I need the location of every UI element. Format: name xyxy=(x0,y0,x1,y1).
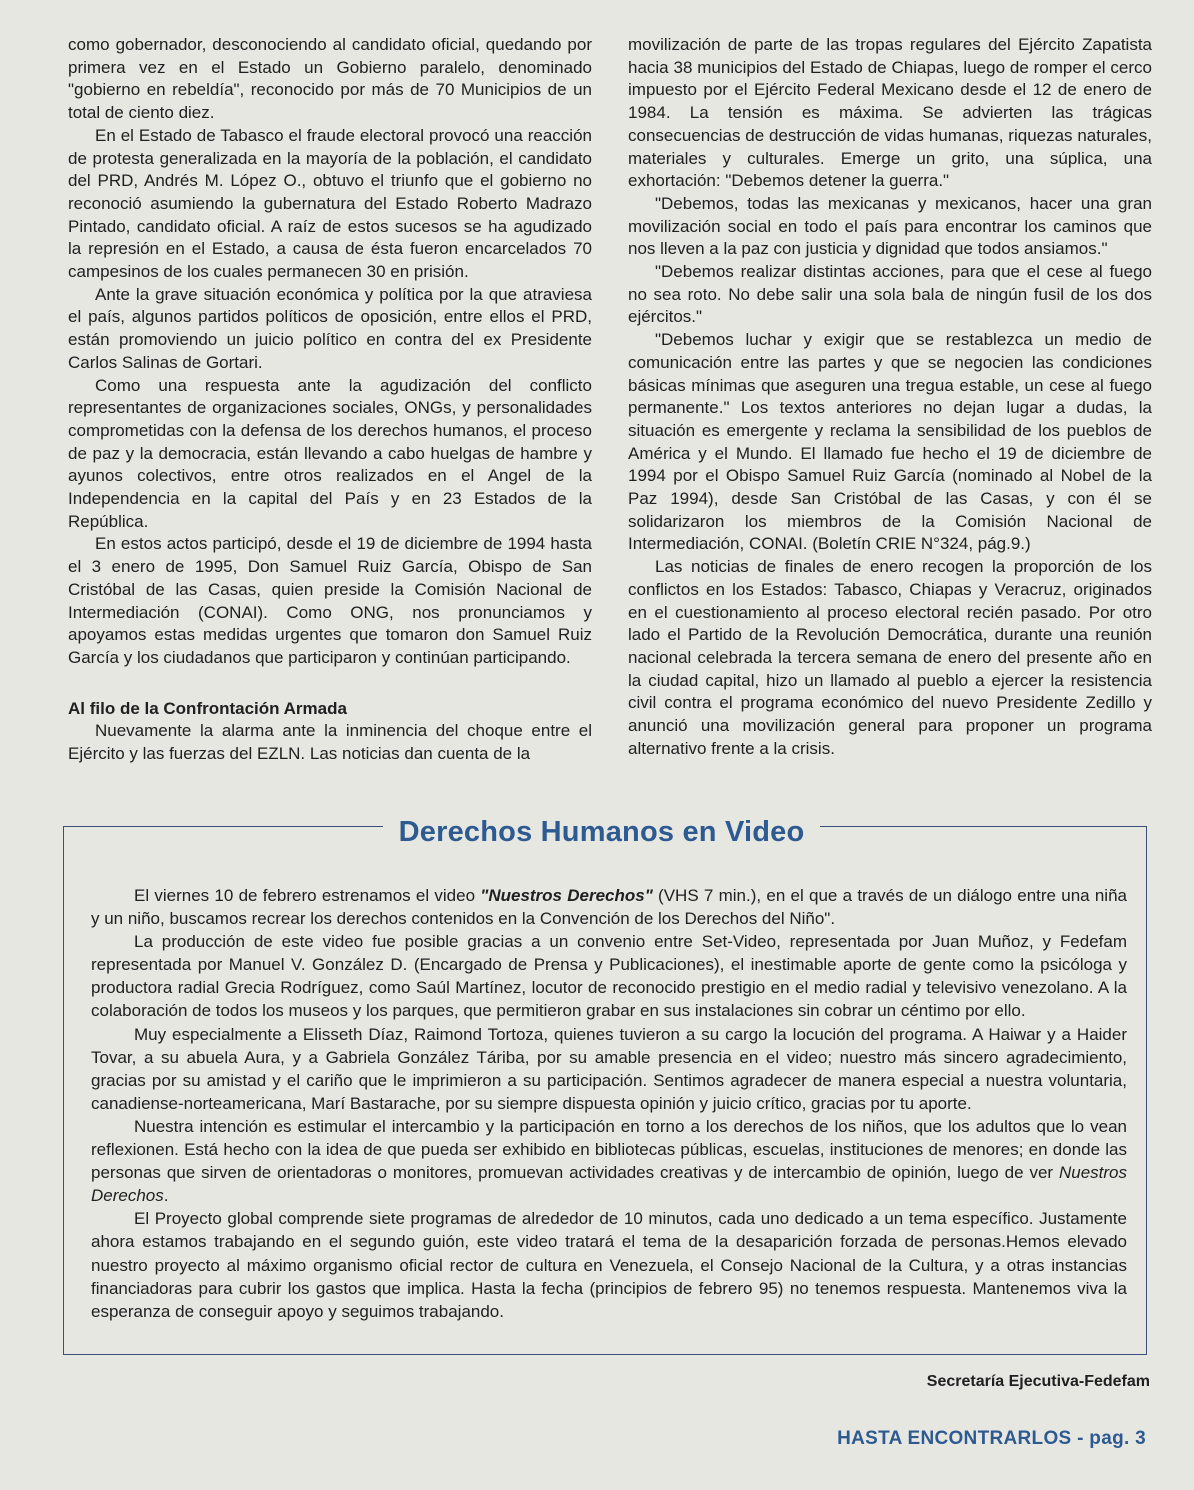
right-paragraph-4: "Debemos luchar y exigir que se restablezca un medio de comunicación entre las partes y que se negocien las condiciones básicas mínimas que aseguren una tregua estable, un cese al fuego permanente." Los textos anteriores no dejan lugar a dudas, la situación es emergente y reclama la sensibilidad de los pueblos de América y el Mundo. El llamado fue hecho el 19 de diciembre de 1994 por el Obispo Samuel Ruiz García (nominado al Nobel de la Paz 1994), desde San Cristóbal de las Casas, y con él se solidarizaron los miembros de la Comisión Nacional de Intermediación, CONAI. (Boletín CRIE N°324, pág.9.) xyxy=(628,330,1152,554)
box-p4-text-a: Nuestra intención es estimular el intercambio y la participación en torno a los derechos de los niños, que los adultos que lo vean reflexionen. Está hecho con la idea de que pueda ser exhibido en bibliotecas públicas, escuelas, instituciones de menores; en donde las personas que sirven de orientadoras o monitores, promuevan actividades creativas y de intercambio de opinión, luego de ver xyxy=(91,1116,1127,1183)
box-p1-text-b: (VHS 7 min.), en el que a través de un diálogo entre una niña y un niño, buscamos recrear los derechos contenidos en la Convención de los Derechos del Niño". xyxy=(91,886,1127,929)
page-footer: HASTA ENCONTRARLOS - pag. 3 xyxy=(837,1428,1146,1449)
box-paragraph-5: El Proyecto global comprende siete programas de alrededor de 10 minutos, cada uno dedicado a un tema específico. Justamente ahora estamos trabajando en el segundo guión, este video tratará el tema de la desaparición forzada de personas.Hemos elevado nuestro proyecto al máximo organismo oficial rector de cultura en Venezuela, el Consejo Nacional de la Cultura, y a otras instancias financiadoras para cubrir los gastos que implica. Hasta la fecha (principios de febrero 95) no tenemos respuesta. Mantenemos viva la esperanza de conseguir apoyo y seguimos trabajando. xyxy=(91,1209,1127,1321)
right-paragraph-3: "Debemos realizar distintas acciones, para que el cese al fuego no sea roto. No debe salir una sola bala de ningún fusil de los dos ejércitos." xyxy=(628,262,1152,327)
box-paragraph-1 xyxy=(91,884,1127,930)
left-paragraph-3: Ante la grave situación económica y política por la que atraviesa el país, algunos partidos políticos de oposición, entre ellos el PRD, están promoviendo un juicio político en contra del ex Presidente Carlos Salinas de Gortari. xyxy=(68,284,592,372)
box-body xyxy=(91,884,1127,1323)
right-paragraph-1: movilización de parte de las tropas regulares del Ejército Zapatista hacia 38 municipios del Estado de Chiapas, luego de romper el cerco impuesto por el Ejército Federal Mexicano desde el 12 de enero de 1984. La tensión es máxima. Se advierten las trágicas consecuencias de destrucción de vidas humanas, riquezas naturales, materiales y culturales. Emerge un grito, una súplica, una exhortación: "Debemos detener la guerra." xyxy=(628,35,1152,191)
signature: Secretaría Ejecutiva-Fedefam xyxy=(926,1373,1150,1390)
video-title-inline: Nuestros Derechos xyxy=(91,1163,1127,1206)
left-paragraph-6: Nuevamente la alarma ante la inminencia del choque entre el Ejército y las fuerzas del EZLN. Las noticias dan cuenta de la xyxy=(68,721,592,764)
right-paragraph-2: "Debemos, todas las mexicanas y mexicanos, hacer una gran movilización social en todo el país para encontrar los caminos que nos lleven a la paz con justicia y dignidad que todos ansiamos." xyxy=(628,193,1152,259)
box-p1-text-a: El viernes 10 de febrero estrenamos el video xyxy=(134,886,481,905)
right-column xyxy=(628,34,1152,761)
box-paragraph-2: La producción de este video fue posible gracias a un convenio entre Set-Video, representada por Juan Muñoz, y Fedefam representada por Manuel V. González D. (Encargado de Prensa y Publicaciones), el inestimable aporte de gente como la psicóloga y productora radial Grecia Rodríguez, como Saúl Martínez, locutor de reconocido prestigio en el medio radial y televisivo venezolano. A la colaboración de todos los museos y los parques, que permitieron grabar en sus instalaciones sin cobrar un céntimo por ello. xyxy=(91,932,1127,1021)
left-paragraph-1: como gobernador, desconociendo al candidato oficial, quedando por primera vez en el Estado un Gobierno paralelo, denominado "gobierno en rebeldía", reconocido por más de 70 Municipios de un total de ciento diez. xyxy=(68,35,592,123)
box-paragraph-3: Muy especialmente a Elisseth Díaz, Raimond Tortoza, quienes tuvieron a su cargo la locución del programa. A Haiwar y a Haider Tovar, a su abuela Aura, y a Gabriela González Táriba, por su amable presencia en el video; nuestro más sincero agradecimiento, gracias por su amistad y el cariño que le imprimieron a su participación. Sentimos agradecer de manera especial a nuestra voluntaria, canadiense-norteamericana, Marí Bastarache, por su siempre dispuesta opinión y juicio crítico, gracias por tu aporte. xyxy=(91,1024,1127,1113)
box-top-rule-left xyxy=(63,826,383,827)
left-paragraph-5: En estos actos participó, desde el 19 de diciembre de 1994 hasta el 3 enero de 1995, Don Samuel Ruiz García, Obispo de San Cristóbal de las Casas, quien preside la Comisión Nacional de Intermediación (CONAI). Como ONG, nos pronunciamos y apoyamos estas medidas urgentes que tomaron don Samuel Ruiz García y los ciudadanos que participaron y continúan participando. xyxy=(68,534,592,667)
box-title: Derechos Humanos en Video xyxy=(398,816,805,848)
box-paragraph-4 xyxy=(91,1115,1127,1207)
left-paragraph-2: En el Estado de Tabasco el fraude electoral provocó una reacción de protesta generalizada en la mayoría de la población, el candidato del PRD, Andrés M. López O., obtuvo el triunfo que el gobierno no reconoció asumiendo la gubernatura del Estado Roberto Madrazo Pintado, candidato oficial. A raíz de estos sucesos se ha agudizado la represión en el Estado, a causa de ésta fueron encarcelados 70 campesinos de los cuales permanecen 30 en prisión. xyxy=(68,125,592,282)
video-title: "Nuestros Derechos" xyxy=(480,886,653,905)
box-p4-text-b: . xyxy=(163,1186,169,1206)
right-paragraph-5: Las noticias de finales de enero recogen la proporción de los conflictos en los Estados: Tabasco, Chiapas y Veracruz, originados en el cuestionamiento al proceso electoral recién pasado. Por otro lado el Partido de la Revolución Democrática, durante una reunión nacional celebrada la tercera semana de enero del presente año en la ciudad capital, hizo un llamado al pueblo a ejercer la resistencia civil contra el programa económico del nuevo Presidente Zedillo y anunció una movilización general para proponer un programa alternativo frente a la crisis. xyxy=(628,557,1152,758)
left-column xyxy=(68,34,592,766)
left-paragraph-4: Como una respuesta ante la agudización del conflicto representantes de organizaciones sociales, ONGs, y personalidades comprometidas con la defensa de los derechos humanos, el proceso de paz y la democracia, están llevando a cabo huelgas de hambre y ayunos colectivos, entre otros realizados en el Angel de la Independencia en la capital del País y en 23 Estados de la República. xyxy=(68,375,592,531)
box-top-rule-right xyxy=(820,826,1146,827)
section-heading: Al filo de la Confrontación Armada xyxy=(68,698,347,718)
